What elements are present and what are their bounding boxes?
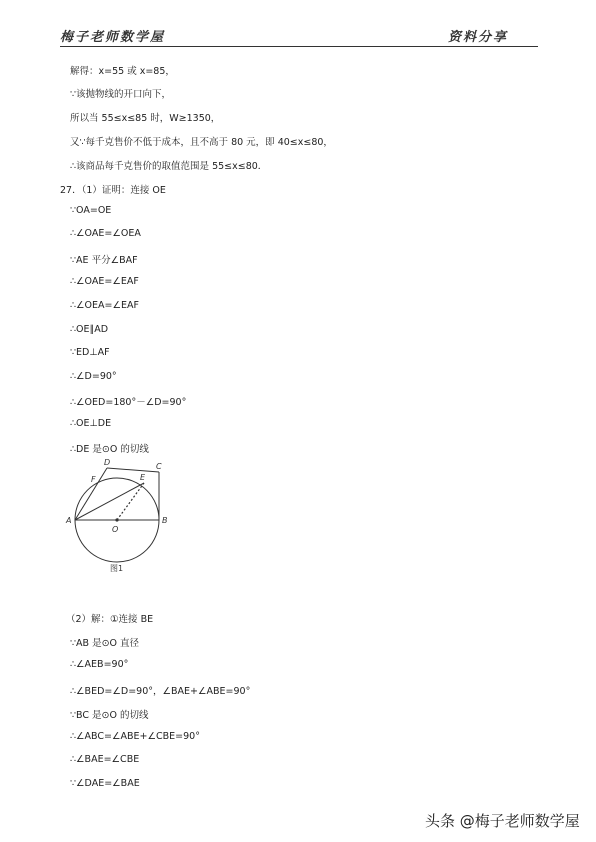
text-line: ∵∠DAE=∠BAE <box>70 778 140 789</box>
text-line: ∴OE∥AD <box>70 324 109 335</box>
text-line: ∵AB 是⊙O 直径 <box>70 638 140 649</box>
text-line: ∴∠OAE=∠OEA <box>70 228 141 239</box>
text-line: ∵该抛物线的开口向下， <box>70 89 172 100</box>
text-line: 解得：x=55 或 x=85， <box>70 66 175 77</box>
text-line: ∵AE 平分∠BAF <box>70 255 138 266</box>
label-d: D <box>104 458 111 467</box>
text-line: ∴∠ABC=∠ABE+∠CBE=90° <box>70 731 200 742</box>
segment-oe-dashed <box>117 483 144 520</box>
text-line: ∵ED⊥AF <box>70 347 110 358</box>
text-line: 又∵每千克售价不低于成本，且不高于 80 元，即 40≤x≤80， <box>70 137 333 148</box>
geometry-figure <box>60 455 190 585</box>
text-line: ∵BC 是⊙O 的切线 <box>70 710 149 721</box>
text-line: ∴∠BED=∠D=90°，∠BAE+∠ABE=90° <box>70 686 251 697</box>
point-o <box>115 518 118 521</box>
text-line: ∴∠AEB=90° <box>70 659 129 670</box>
text-line: ∴OE⊥DE <box>70 418 112 429</box>
text-line: ∴该商品每千克售价的取值范围是 55≤x≤80． <box>70 161 268 172</box>
figure-caption: 图1 <box>110 564 124 573</box>
text-line: ∴∠OED=180°－∠D=90° <box>70 397 187 408</box>
text-line: 所以当 55≤x≤85 时，W≥1350， <box>70 113 221 124</box>
header-subtitle: 资料分享 <box>447 30 508 45</box>
page-header <box>60 24 538 47</box>
header-title: 梅子老师数学屋 <box>60 30 166 45</box>
segment-ae <box>75 483 144 520</box>
text-line: ∴∠OAE=∠EAF <box>70 276 139 287</box>
label-a: A <box>66 516 72 525</box>
text-line: （2）解：①连接 BE <box>66 614 154 625</box>
text-line: ∴DE 是⊙O 的切线 <box>70 444 149 455</box>
watermark: 头条 @梅子老师数学屋 <box>425 812 580 830</box>
label-e: E <box>140 473 146 482</box>
label-c: C <box>156 462 162 471</box>
label-f: F <box>91 475 96 484</box>
text-line: ∴∠D=90° <box>70 371 117 382</box>
label-b: B <box>162 516 168 525</box>
text-line: ∴∠BAE=∠CBE <box>70 754 140 765</box>
text-line: ∵OA=OE <box>70 205 112 216</box>
text-line: ∴∠OEA=∠EAF <box>70 300 139 311</box>
segment-dc <box>107 468 159 472</box>
label-o: O <box>112 525 119 534</box>
text-line: 27．（1）证明：连接 OE <box>60 185 166 196</box>
